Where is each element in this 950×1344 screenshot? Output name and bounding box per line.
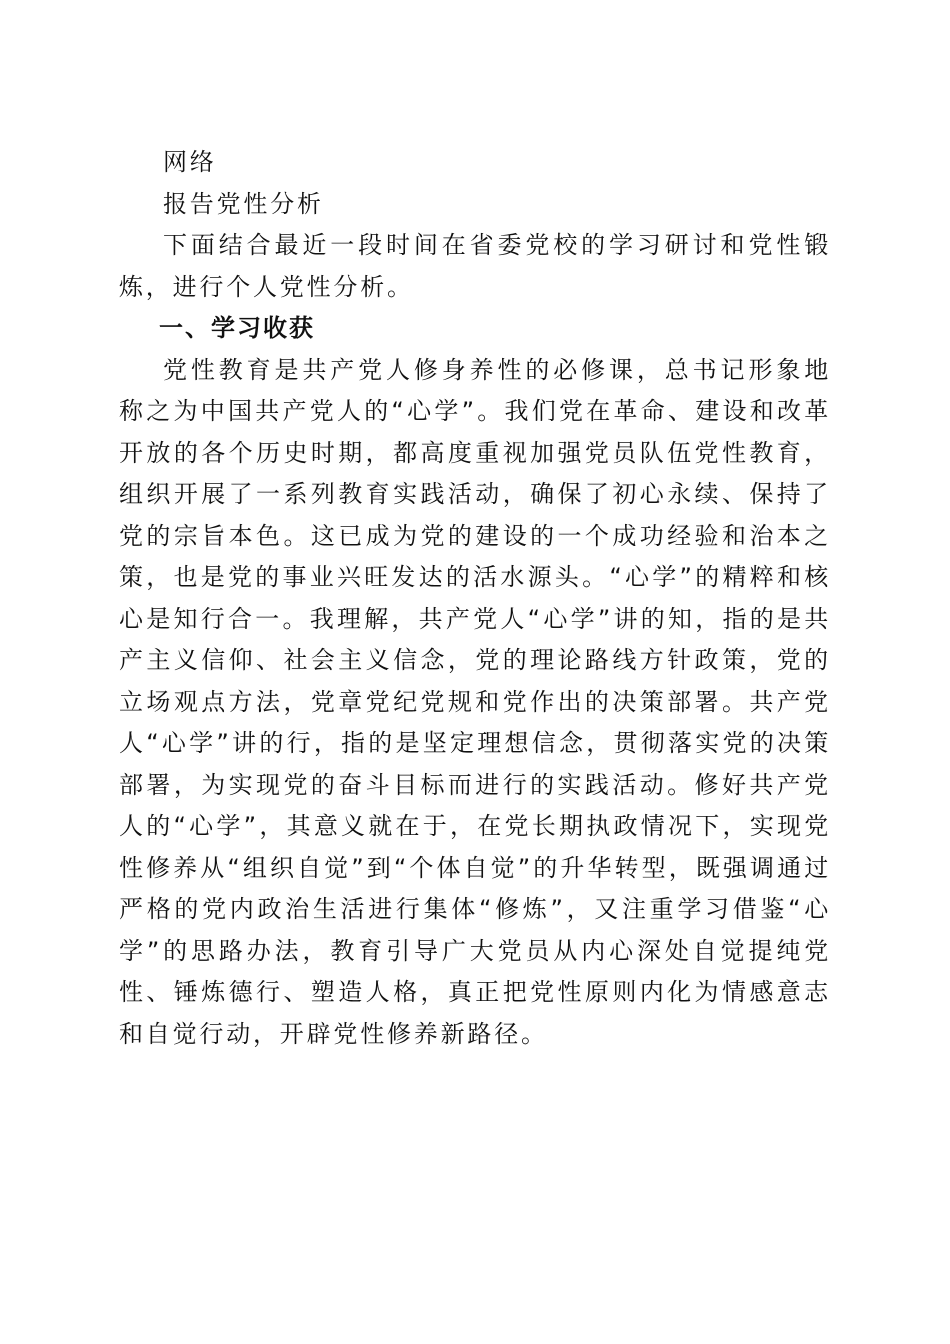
document-body (119, 142, 831, 1055)
body-paragraph: 党性教育是共产党人修身养性的必修课，总书记形象地称之为中国共产党人的“心学”。我们党在革命、建设和改革开放的各个历史时期，都高度重视加强党员队伍党性教育，组织开展了一系列教育实践活动，确保了初心永续、保持了党的宗旨本色。这已成为党的建设的一个成功经验和治本之策，也是党的事业兴旺发达的活水源头。“心学”的精粹和核心是知行合一。我理解，共产党人“心学”讲的知，指的是共产主义信仰、社会主义信念，党的理论路线方针政策，党的立场观点方法，党章党纪党规和党作出的决策部署。共产党人“心学”讲的行，指的是坚定理想信念，贯彻落实党的决策部署，为实现党的奋斗目标而进行的实践活动。修好共产党人的“心学”，其意义就在于，在党长期执政情况下，实现党性修养从“组织自觉”到“个体自觉”的升华转型，既强调通过严格的党内政治生活进行集体“修炼”，又注重学习借鉴“心学”的思路办法，教育引导广大党员从内心深处自觉提纯党性、锤炼德行、塑造人格，真正把党性原则内化为情感意志和自觉行动，开辟党性修养新路径。 (119, 355, 831, 1048)
title-line-1: 网络 (163, 148, 217, 176)
title-line-2: 报告党性分析 (163, 189, 324, 218)
section-heading: 一、学习收获 (159, 314, 315, 342)
intro-paragraph: 下面结合最近一段时间在省委党校的学习研讨和党性锻炼，进行个人党性分析。 (119, 231, 831, 301)
